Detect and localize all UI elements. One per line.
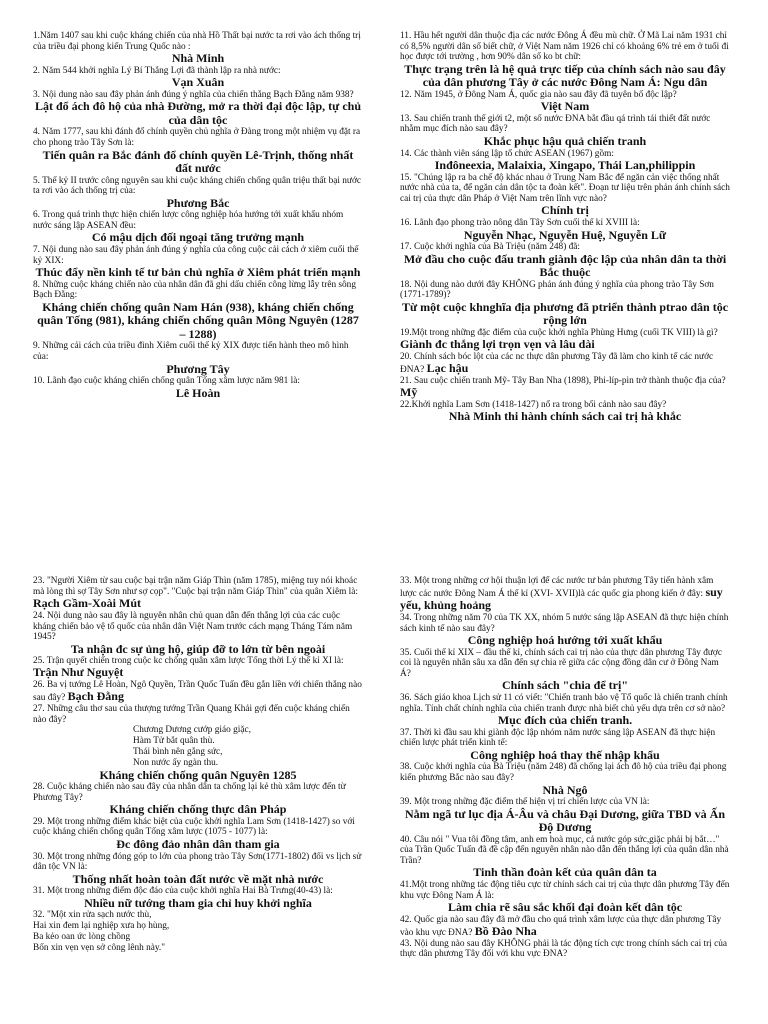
answer: Thực trạng trên là hệ quả trực tiếp của chính sách nào sau đây của dân phương Tây ở các nước Đông Nam Á: Ngu dân [404,61,726,90]
answer: Phương Bắc [166,195,230,210]
question: 38. Cuộc khởi nghĩa của Bà Triệu (năm 248) đã chống lại ách đô hộ của triều đại phong kiến phương Bắc nào sau đây? [400,762,727,783]
question: 40. Câu nói " Vua tôi đồng tâm, anh em hoà mục, cả nước góp sức,giặc phải bị bắt…" của Trần Quốc Tuấn đã đề cập đến nguyên nhân nào dẫn đến thắng lợi của quân dân nhà Trần? [400,834,729,866]
answer: Phương Tây [166,361,230,376]
question-inline: 19.Một trong những đặc điểm của cuộc khởi nghĩa Phùng Hưng (cuối TK VIII) là gì? Giành đc thắng lợi trọn vẹn và lâu dài [400,327,718,351]
answer: Nhà Minh [171,51,225,66]
answer: Khắc phục hậu quả chiến tranh [483,134,647,149]
answer: Công nghiệp hoá hướng tới xuất khẩu [467,633,663,648]
answer: Từ một cuộc khnghĩa địa phương đã ptriển thành ptrao dân tộc rộng lớn [401,299,729,328]
question: 6. Trong quá trình thực hiện chiến lược công nghiệp hóa hướng tới xuất khẩu nhóm nước sáng lập ASEAN đều: [33,210,344,231]
question-inline: 25. Trận quyết chiến trong cuộc kc chống quân xâm lược Tống thời Lý thế kỉ XI là: Trận Như Nguyệt [33,656,344,680]
poem: Chương Dương cướp giáo giặc, Hàm Tử bắt quân thù. Thái bình nên gắng sức, Non nước ấy ngàn thu. [133,725,251,768]
column-bottom-left: 23. "Người Xiêm từ sau cuộc bại trận năm Giáp Thìn (năm 1785), miệng tuy nói khoác mà lòng thì sợ Tây Sơn như sợ cọp". "Cuộc bại trận năm Giáp Thìn" của quân Xiêm là: Rạch Gầm-Xoài Mút 24. Nội dung nào sau đây là nguyên nhân chủ quan dẫn đến thắng lợi của các cuộc kháng chiến bảo vệ tổ quốc của nhân dân Việt Nam trước cách mạng Tháng Tám năm 1945? Ta nhận đc sự ủng hộ, giúp đỡ to lớn từ bên ngoài 25. Trận quyết chiến trong cuộc kc chống quân xâm lược Tống thời Lý thế kỉ XI là: Trận Như Nguyệt 26. Ba vị tướng Lê Hoàn, Ngô Quyền, Trần Quốc Tuấn đều gắn liền với chiến thắng nào sau đây? Bạch Đằng 27. Những câu thơ sau của thượng tướng Trần Quang Khải gợi đến cuộc kháng chiến nào đây? Chương Dương cướp giáo giặc, Hàm Tử bắt quân thù. Thái bình nên gắng sức, Non nước ấy ngàn thu. Kháng chiến chống quân Nguyên 1285 28. Cuộc kháng chiến nào sau đây của nhân dân ta chống lại kẻ thù xâm lược đến từ Phương Tây? Kháng chiến chống thực dân Pháp 29. Một trong những điểm khác biệt của cuộc khởi nghĩa Lam Sơn (1418-1427) so với cuộc kháng chiến chống quân Tống xâm lược (1075 - 1077) là: Đc đông đảo nhân dân tham gia 30. Một trong những đóng góp to lớn của phong trào Tây Sơn(1771-1802) đối vs lịch sử dân tộc VN là: Thống nhất hoàn toàn đất nước về mặt nhà nước 31. Một trong những điểm độc đáo của cuộc khởi nghĩa Hai Bà Trưng(40-43) là: Nhiều nữ tướng tham gia chỉ huy khởi nghĩa 32. "Một xin rửa sạch nước thù, Hai xin đem lại nghiệp xưa họ hùng, Ba kẻo oan ức lòng chồng Bốn xin vẹn vẹn sở công lênh này." [33,576,362,953]
column-top-right [400,31,730,424]
answer: Thúc đẩy nền kinh tế tư bản chủ nghĩa ở Xiêm phát triển mạnh [35,265,361,280]
question: 7. Nội dung nào sau đây phản ánh đúng ý nghĩa của công cuộc cải cách ở xiêm cuối thế kỷ XIX: [33,244,359,266]
question: 41.Một trong những tác động tiêu cực từ chính sách cai trị của thực dân phương Tây đến khu vực Đông Nam Á là: [400,879,730,901]
question-inline: 26. Ba vị tướng Lê Hoàn, Ngô Quyền, Trần Quốc Tuấn đều gắn liền với chiến thắng nào sau đây? Bạch Đằng [33,680,362,704]
answer: Ta nhận đc sự ủng hộ, giúp đỡ to lớn từ bên ngoài [70,641,326,656]
answer: Chính trị [541,203,589,218]
question: 24. Nội dung nào sau đây là nguyên nhân chủ quan dẫn đến thắng lợi của các cuộc kháng chiến bảo vệ tổ quốc của nhân dân Việt Nam trước cách mạng Tháng Tám năm 1945? [33,611,353,643]
answer: Nguyễn Nhạc, Nguyễn Huệ, Nguyễn Lữ [463,227,667,242]
question-inline: 21. Sau cuộc chiến tranh Mỹ- Tây Ban Nha (1898), Phi-líp-pin trở thành thuộc địa của? Mỹ [400,375,726,399]
answer: Kháng chiến chống quân Nam Hán (938), kháng chiến chống quân Tống (981), kháng chiến chống quân Mông Nguyên (1287 – 1288) [37,299,359,341]
answer: Làm chia rẽ sâu sắc khối đại đoàn kết dân tộc [447,900,683,915]
answer: Kháng chiến chống quân Nguyên 1285 [99,767,297,782]
answer: Inđôneexia, Malaixia, Xingapo, Thái Lan,philippin [434,158,696,173]
question: 4. Năm 1777, sau khi đánh đổ chính quyền chủ nghĩa ở Đàng trong một nhiệm vụ đặt ra cho phong trào Tây Sơn là: [33,127,361,148]
question: 11. Hầu hết người dân thuộc địa các nước Đông Á đều mù chữ. Ở Mã Lai năm 1931 chỉ có 8,5% người dân số biết chữ, ở Việt Nam năm 1926 chỉ có khoảng 6% trẻ em ở tuổi đi học được tới trường , hơn 90% dân số ko bt chữ: [400,31,729,63]
answer: Nhà Minh thi hành chính sách cai trị hà khắc [448,409,682,424]
answer: Bạch Đằng [67,689,124,704]
question-inline: 33. Một trong những cơ hội thuận lợi để các nước tư bản phương Tây tiến hành xâm lược các nước Đông Nam Á thế kỉ (XVI- XVII)là các quốc gia phong kiến ở đây: suy yếu, khủng hoảng [400,576,723,612]
question: 30. Một trong những đóng góp to lớn của phong trào Tây Sơn(1771-1802) đối vs lịch sử dân tộc VN là: [33,851,362,873]
question-inline: 20. Chính sách bóc lột của các nc thực dân phương Tây đã làm cho kinh tế các nước ĐNA? Lạc hậu [400,351,714,375]
answer: Lật đổ ách đô hộ của nhà Đường, mở ra thời đại độc lập, tự chủ của dân tộc [34,99,362,127]
question: 34. Trong những năm 70 của TK XX, nhóm 5 nước sáng lập ASEAN đã thực hiện chính sách kinh tế nào sau đây? [400,613,729,634]
answer: Kháng chiến chống thực dân Pháp [109,802,287,817]
answer: Vạn Xuân [171,75,225,90]
answer: Mục đích của chiến tranh. [497,713,633,728]
answer: Nhà Ngô [542,782,588,797]
answer: Tinh thần đoàn kết của quân dân ta [473,865,657,880]
question: 5. Thế kỷ II trước công nguyên sau khi cuộc kháng chiến chống quân triệu thất bại nước ta rơi vào ách thống trị của: [33,175,361,197]
answer: Mở đầu cho cuộc đấu tranh giành độc lập của nhân dân ta thời Bắc thuộc [403,251,727,280]
question: 9. Những cải cách của triều đình Xiêm cuối thế kỷ XIX được tiến hành theo mô hình của: [33,341,349,362]
answer: Rạch Gầm-Xoài Mút [33,596,141,610]
question: 39. Một trong những đặc điểm thế hiện vị trí chiến lược của VN là: [400,797,650,808]
question: 18. Nội dung nào dưới đây KHÔNG phản ánh đúng ý nghĩa của phong trào Tây Sơn (1771-1789)? [400,279,714,301]
question: 32. "Một xin rửa sạch nước thù, [33,910,152,921]
question-inline: 23. "Người Xiêm từ sau cuộc bại trận năm Giáp Thìn (năm 1785), miệng tuy nói khoác mà lòng thì sợ Tây Sơn như sợ cọp". "Cuộc bại trận năm Giáp Thìn" của quân Xiêm là: Rạch Gầm-Xoài Mút [33,576,358,610]
question: 2. Năm 544 khởi nghĩa Lý Bí Thắng Lợi đã thành lập ra nhà nước: [33,65,281,76]
question: 31. Một trong những điểm độc đáo của cuộc khởi nghĩa Hai Bà Trưng(40-43) là: [33,886,333,897]
question: 13. Sau chiến tranh thế giới t2, một số nước ĐNA bắt đầu qá trình tái thiết đất nước nhằm mục đích nào sau đây? [400,113,711,135]
answer: Thống nhất hoàn toàn đất nước về mặt nhà nước [72,871,324,886]
question: 28. Cuộc kháng chiến nào sau đây của nhân dân ta chống lại kẻ thù xâm lược đến từ Phương Tây? [33,782,346,803]
question: 36. Sách giáo khoa Lịch sử 11 có viết: "Chiến tranh bảo vệ Tổ quốc là chiến tranh chính nghĩa. Tính chất chính nghĩa của chiến tranh được nhà biết chủ yếu dựa trên cơ sở nào? [400,692,728,714]
question: 12. Năm 1945, ở Đông Nam Á, quốc gia nào sau đây đã tuyên bố độc lập? [400,89,677,100]
question: 17. Cuộc khởi nghĩa của Bà Triệu (năm 248) đã: [400,242,580,253]
answer: Lê Hoàn [175,385,221,400]
question: 37. Thời kì đầu sau khi giành độc lập nhóm năm nước sáng lập ASEAN đã thực hiện chiến lược phát triển kinh tế: [400,727,716,749]
question: 27. Những câu thơ sau của thượng tướng Trần Quang Khải gợi đến cuộc kháng chiến nào đây? [33,704,350,725]
answer: suy yếu, khủng hoảng [400,585,723,612]
answer: Giành đc thắng lợi trọn vẹn và lâu dài [400,336,595,351]
answer: Trận Như Nguyệt [33,665,124,680]
question: 1.Năm 1407 sau khi cuộc kháng chiến của nhà Hồ Thất bại nước ta rơi vào ách thống trị của triều đại phong kiến Trung Quốc nào : [33,31,361,52]
answer: Mỹ [400,384,418,399]
question: 16. Lãnh đạo phong trào nông dân Tây Sơn cuối thế kỉ XVIII là: [400,217,640,228]
question: 43. Nội dung nào sau đây KHÔNG phải là tác động tích cực trong chính sách cai trị của thực dân phương Tây đối với khu vực ĐNA? [400,938,727,960]
answer: Chính sách "chia để trị" [501,678,628,693]
answer: Lạc hậu [426,360,469,375]
answer: Việt Nam [540,99,590,114]
question: 35. Cuối thế kỉ XIX – đầu thế kỉ, chính sách cai trị nào của thực dân phương Tây được coi là nguyên nhân sâu xa dẫn đến sự chia rẽ giữa các cộng đồng dân cư ở Đông Nam Á? [400,647,722,679]
question: 29. Một trong những điểm khác biệt của cuộc khởi nghĩa Lam Sơn (1418-1427) so với cuộc kháng chiến chống quân Tống xâm lược (1075 - 1077) là: [33,816,355,838]
question: 22.Khởi nghĩa Lam Sơn (1418-1427) nổ ra trong bối cảnh nào sau đây? [400,399,667,410]
question: 8. Những cuộc kháng chiến nào của nhân dân đã ghi dấu chiến công lừng lẫy trên sông Bạch Đằng: [33,279,356,301]
question: 14. Các thành viên sáng lập tổ chức ASEAN (1967) gồm: [400,148,614,159]
answer: Nhiều nữ tướng tham gia chỉ huy khởi nghĩa [84,895,312,910]
answer: Bồ Đào Nha [474,923,537,938]
column-bottom-right [400,576,730,960]
question: 3. Nội dung nào sau đây phản ánh đúng ý nghĩa của chiến thắng Bạch Đằng năm 938? [33,89,354,100]
answer: Tiến quân ra Bắc đánh đổ chính quyền Lê-Trịnh, thống nhất đất nước [42,147,354,176]
question: 10. Lãnh đạo cuộc kháng chiến chống quân Tống xâm lược năm 981 là: [33,376,300,386]
answer: Nằm ngã tư lục địa Á-Âu và châu Đại Dương, giữa TBD và Ấn Độ Dương [404,806,726,835]
question-inline: 42. Quốc gia nào sau đây đã mở đầu cho quá trình xâm lược của thực dân phương Tây vào khu vực ĐNA? Bồ Đào Nha [400,914,722,938]
question: 15. "Chúng lập ra ba chế độ khác nhau ở Trung Nam Bắc để ngăn cản việc thống nhất nước nhà của ta, để ngăn cản dân tộc ta đoàn kết". Đoạn tư liệu trên phản ánh chính sách cai trị của thực dân Pháp ở Việt Nam trên lĩnh vực nào? [400,172,730,204]
answer: Có mậu dịch đối ngoại tăng trưởng mạnh [91,230,305,245]
answer: Đc đông đảo nhân dân tham gia [116,837,280,852]
column-top-left [33,31,363,400]
answer: Công nghiệp hoá thay thế nhập khẩu [470,747,660,762]
